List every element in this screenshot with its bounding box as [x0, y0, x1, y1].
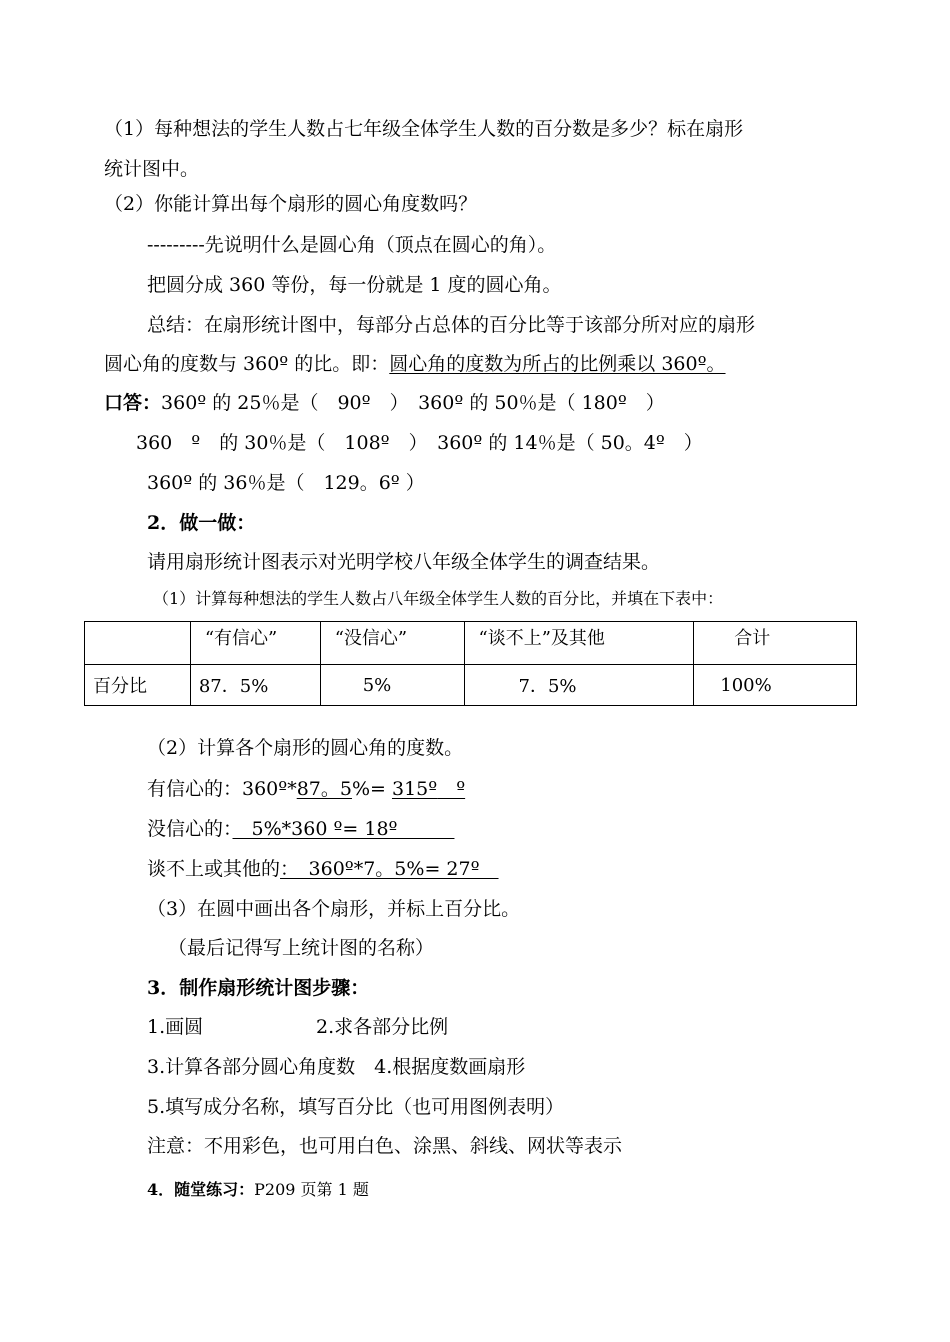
percentage-table [84, 621, 857, 706]
calc-other [147, 857, 499, 881]
table-cell: 7．5% [464, 665, 694, 706]
summary-underlined: 圆心角的度数为所占的比例乘以 360º。 [389, 353, 726, 375]
oral-line-2: 360 º 的 30％是（ 108º ） 360º 的 14％是（ 50。4º ） [136, 432, 703, 454]
central-angle-explanation: ---------先说明什么是圆心角（顶点在圆心的角）。 [147, 234, 557, 256]
step-1: 1.画圆 [147, 1016, 204, 1038]
table-header-cell [85, 622, 191, 665]
calc-confident-result: 315º [391, 778, 438, 800]
table-cell: 87．5% [190, 665, 320, 706]
section-2-sub-3: （3）在圆中画出各个扇形，并标上百分比。 [147, 898, 521, 920]
question-2: （2）你能计算出每个扇形的圆心角度数吗？ [104, 193, 478, 215]
question-1-line-1: （1）每种想法的学生人数占七年级全体学生人数的百分数是多少？标在扇形 [104, 118, 744, 140]
table-row [85, 665, 857, 706]
section-2-sub-2: （2）计算各个扇形的圆心角的度数。 [147, 737, 464, 759]
step-2: 2.求各部分比例 [316, 1016, 449, 1038]
section-2-text: 请用扇形统计图表示对光明学校八年级全体学生的调查结果。 [147, 551, 661, 573]
step-3-4: 3.计算各部分圆心角度数 4.根据度数画扇形 [147, 1056, 526, 1078]
table-header-cell: “谈不上”及其他 [464, 622, 694, 665]
calc-confident-label: 有信心的：360º* [147, 778, 297, 800]
summary-plain: 圆心角的度数与 360º 的比。即： [104, 353, 390, 375]
calc-confident-percent: 87。5 [296, 778, 352, 800]
calc-not-confident-answer: 5%*360 º= 18º [232, 818, 455, 840]
table-header-cell: 合计 [694, 622, 857, 665]
table-header-row [85, 622, 857, 665]
oral-line-3: 360º 的 36％是（ 129。6º ） [147, 472, 425, 494]
calc-confident [147, 777, 465, 801]
section-4-label: 4．随堂练习： [147, 1180, 255, 1199]
summary-line-1: 总结：在扇形统计图中，每部分占总体的百分比等于该部分所对应的扇形 [147, 314, 756, 336]
table-header-cell: “没信心” [320, 622, 464, 665]
section-2-note: （最后记得写上统计图的名称） [168, 937, 435, 959]
calc-other-label: 谈不上或其他的 [147, 858, 281, 880]
divide-circle-text: 把圆分成 360 等份，每一份就是 1 度的圆心角。 [147, 274, 562, 296]
section-2-title: 2．做一做： [147, 512, 256, 534]
calc-confident-tail: º [437, 778, 466, 800]
section-2-sub-1: （1）计算每种想法的学生人数占八年级全体学生人数的百分比，并填在下表中： [153, 589, 724, 608]
calc-other-answer: ： 360º*7。5%= 27º [280, 858, 499, 880]
table-header-cell: “有信心” [190, 622, 320, 665]
table-cell: 5% [320, 665, 464, 706]
calc-confident-eq: %= [351, 778, 392, 800]
section-3-title: 3．制作扇形统计图步骤： [147, 977, 370, 999]
oral-line-1 [104, 391, 665, 415]
section-4 [147, 1178, 369, 1202]
oral-text-1: 360º 的 25％是（ 90º ） 360º 的 50％是（ 180º ） [161, 392, 665, 414]
question-1-line-2: 统计图中。 [104, 158, 200, 180]
notice: 注意：不用彩色，也可用白色、涂黑、斜线、网状等表示 [147, 1135, 623, 1157]
table-cell: 100% [694, 665, 857, 706]
calc-not-confident-label: 没信心的： [147, 818, 233, 840]
step-5: 5.填写成分名称，填写百分比（也可用图例表明） [147, 1096, 565, 1118]
calc-not-confident [147, 817, 454, 841]
summary-line-2 [104, 352, 726, 376]
section-4-text: P209 页第 1 题 [254, 1180, 369, 1199]
table-row-label: 百分比 [85, 665, 191, 706]
oral-label: 口答： [104, 392, 162, 414]
